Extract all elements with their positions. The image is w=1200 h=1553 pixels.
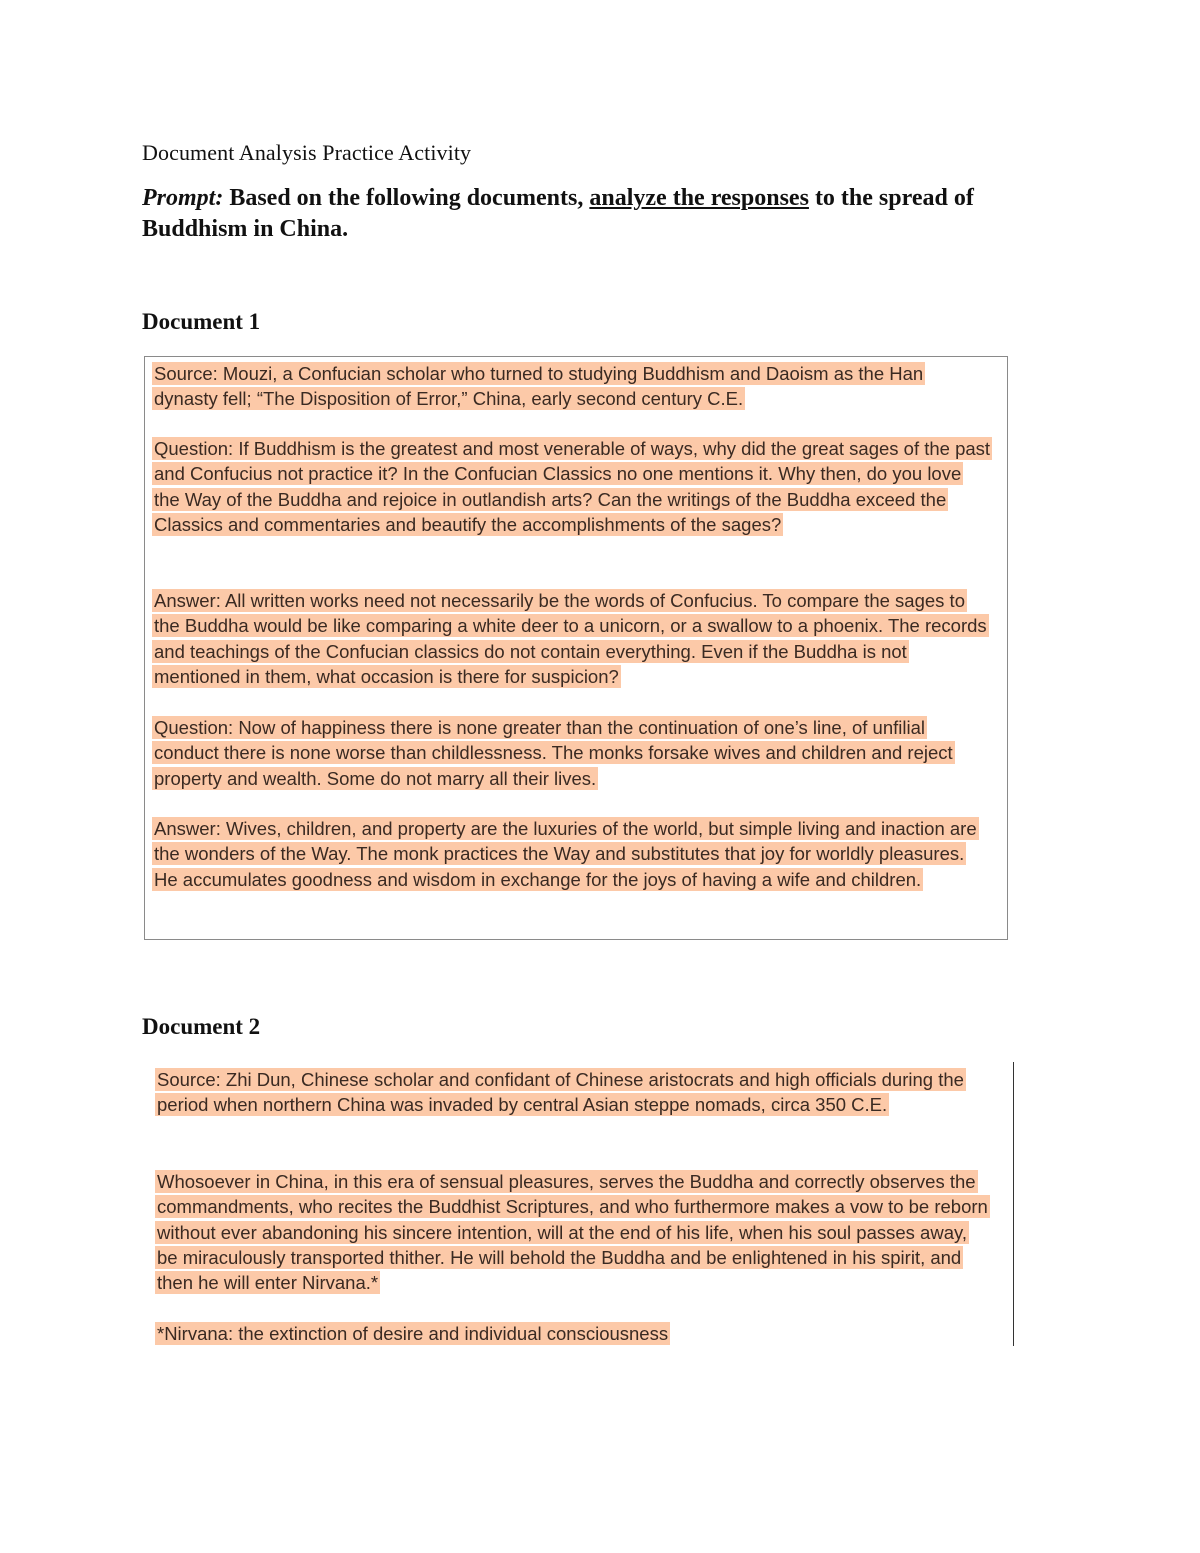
prompt-underlined-text: analyze the responses	[589, 185, 809, 211]
prompt-label: Prompt:	[142, 185, 224, 211]
document-1-question-2-text: Question: Now of happiness there is none greater than the continuation of one’s line, of unfilial conduct there is none worse than childlessness. The monks forsake wives and children and reject property and wealth. Some do not marry all their lives.	[154, 717, 953, 789]
document-2-body-text: Whosoever in China, in this era of sensual pleasures, serves the Buddha and correctly observes the commandments, who recites the Buddhist Scriptures, and who furthermore makes a vow to be reborn without ever abandoning his sincere intention, will at the end of his life, when his soul passes away, be miraculously transported thither. He will behold the Buddha and be enlightened in his spirit, and then he will enter Nirvana.*	[157, 1171, 988, 1294]
document-2-footnote-text: *Nirvana: the extinction of desire and individual consciousness	[157, 1323, 669, 1344]
document-2-body	[155, 1169, 991, 1295]
document-2-source-text: Source: Zhi Dun, Chinese scholar and confidant of Chinese aristocrats and high officials during the period when northern China was invaded by central Asian steppe nomads, circa 350 C.E.	[157, 1069, 964, 1116]
page-title: Document Analysis Practice Activity	[142, 140, 472, 165]
prompt	[142, 183, 1042, 245]
document-1-answer-2	[152, 816, 992, 892]
document-1-answer-1-text: Answer: All written works need not necessarily be the words of Confucius. To compare the sages to the Buddha would be like comparing a white deer to a unicorn, or a swallow to a phoenix. The records and teachings of the Confucian classics do not contain everything. Even if the Buddha is not mentioned in them, what occasion is there for suspicion?	[154, 590, 987, 687]
document-2-heading: Document 2	[142, 1014, 261, 1039]
document-1-question-1	[152, 436, 992, 537]
document-1-question-2	[152, 715, 992, 791]
document-2-source	[155, 1067, 991, 1118]
document-1-heading: Document 1	[142, 309, 261, 334]
document-1-answer-1	[152, 588, 992, 689]
document-2-footnote	[155, 1321, 991, 1346]
document-1-question-1-text: Question: If Buddhism is the greatest and most venerable of ways, why did the great sages of the past and Confucius not practice it? In the Confucian Classics no one mentions it. Why then, do you love the Way of the Buddha and rejoice in outlandish arts? Can the writings of the Buddha exceed the Classics and commentaries and beautify the accomplishments of the sages?	[154, 438, 991, 535]
prompt-text-before: Based on the following documents,	[229, 185, 590, 211]
document-1-answer-2-text: Answer: Wives, children, and property are the luxuries of the world, but simple living and inaction are the wonders of the Way. The monk practices the Way and substitutes that joy for worldly pleasures. He accumulates goodness and wisdom in exchange for the joys of having a wife and children.	[154, 818, 977, 890]
document-1-source-text: Source: Mouzi, a Confucian scholar who turned to studying Buddhism and Daoism as the Han dynasty fell; “The Disposition of Error,” China, early second century C.E.	[154, 363, 924, 410]
prompt-text-after: to the spread of Buddhism in China.	[142, 185, 974, 242]
document-1-source	[152, 361, 992, 412]
